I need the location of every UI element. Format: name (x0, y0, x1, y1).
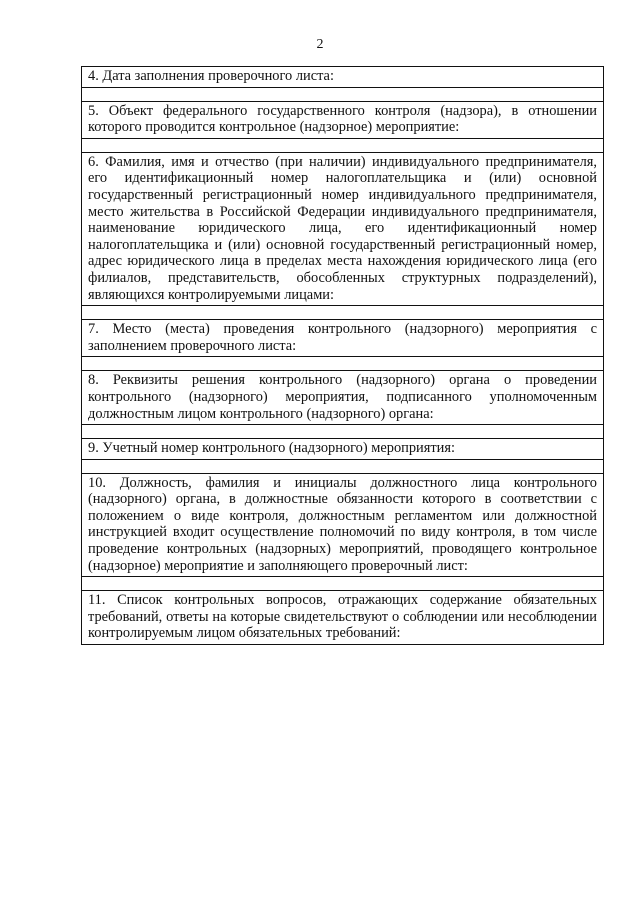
section-5-label: 5. Объект федерального государственного контроля (надзора), в отношении которого проводится контрольное (надзорное) мероприятие: (82, 101, 604, 138)
section-6-label: 6. Фамилия, имя и отчество (при наличии) индивидуального предпринимателя, его идентификационный номер налогоплательщика и (или) основной государственный регистрационный номер индивидуального предпринимателя, место жительства в Российской Федерации индивидуального предпринимателя, наименование юридического лица, его идентификационный номер налогоплательщика и (или) основной государственный регистрационный номер, адрес юридического лица в пределах места нахождения юридического лица (его филиалов, представительств, обособленных структурных подразделений), являющихся контролируемыми лицами: (82, 152, 604, 305)
section-10-answer-row[interactable] (82, 577, 604, 591)
section-10-label: 10. Должность, фамилия и инициалы должностного лица контрольного (надзорного) органа, в должностные обязанности которого в соответствии с положением о виде контроля, должностным регламентом или должностной инструкцией входит осуществление полномочий по виду контроля, в том числе проведение контрольных (надзорных) мероприятий, проводящего контрольное (надзорное) мероприятие и заполняющего проверочный лист: (82, 473, 604, 577)
section-7-answer-field[interactable] (82, 357, 604, 371)
section-9-answer-row[interactable] (82, 459, 604, 473)
section-6-answer-field[interactable] (82, 306, 604, 320)
checklist-form-table (81, 66, 604, 645)
section-8-answer-field[interactable] (82, 425, 604, 439)
section-8-label: 8. Реквизиты решения контрольного (надзорного) органа о проведении контрольного (надзорного) мероприятия, подписанного уполномоченным должностным лицом контрольного (надзорного) органа: (82, 371, 604, 425)
section-10-answer-field[interactable] (82, 577, 604, 591)
section-8-answer-row[interactable] (82, 425, 604, 439)
section-4-row (82, 67, 604, 88)
section-11-label: 11. Список контрольных вопросов, отражающих содержание обязательных требований, ответы на которые свидетельствуют о соблюдении или несоблюдении контролируемым лицом обязательных требований: (82, 591, 604, 645)
section-6-row (82, 152, 604, 305)
section-8-row (82, 371, 604, 425)
section-4-answer-row[interactable] (82, 87, 604, 101)
section-4-answer-field[interactable] (82, 87, 604, 101)
section-5-answer-row[interactable] (82, 138, 604, 152)
page-number: 2 (316, 37, 324, 52)
section-9-answer-field[interactable] (82, 459, 604, 473)
section-4-label: 4. Дата заполнения проверочного листа: (82, 67, 604, 88)
section-11-row (82, 591, 604, 645)
section-5-answer-field[interactable] (82, 138, 604, 152)
section-6-answer-row[interactable] (82, 306, 604, 320)
section-9-label: 9. Учетный номер контрольного (надзорного) мероприятия: (82, 439, 604, 460)
section-9-row (82, 439, 604, 460)
section-7-answer-row[interactable] (82, 357, 604, 371)
section-10-row (82, 473, 604, 577)
section-7-row (82, 320, 604, 357)
section-7-label: 7. Место (места) проведения контрольного (надзорного) мероприятия с заполнением проверочного листа: (82, 320, 604, 357)
section-5-row (82, 101, 604, 138)
